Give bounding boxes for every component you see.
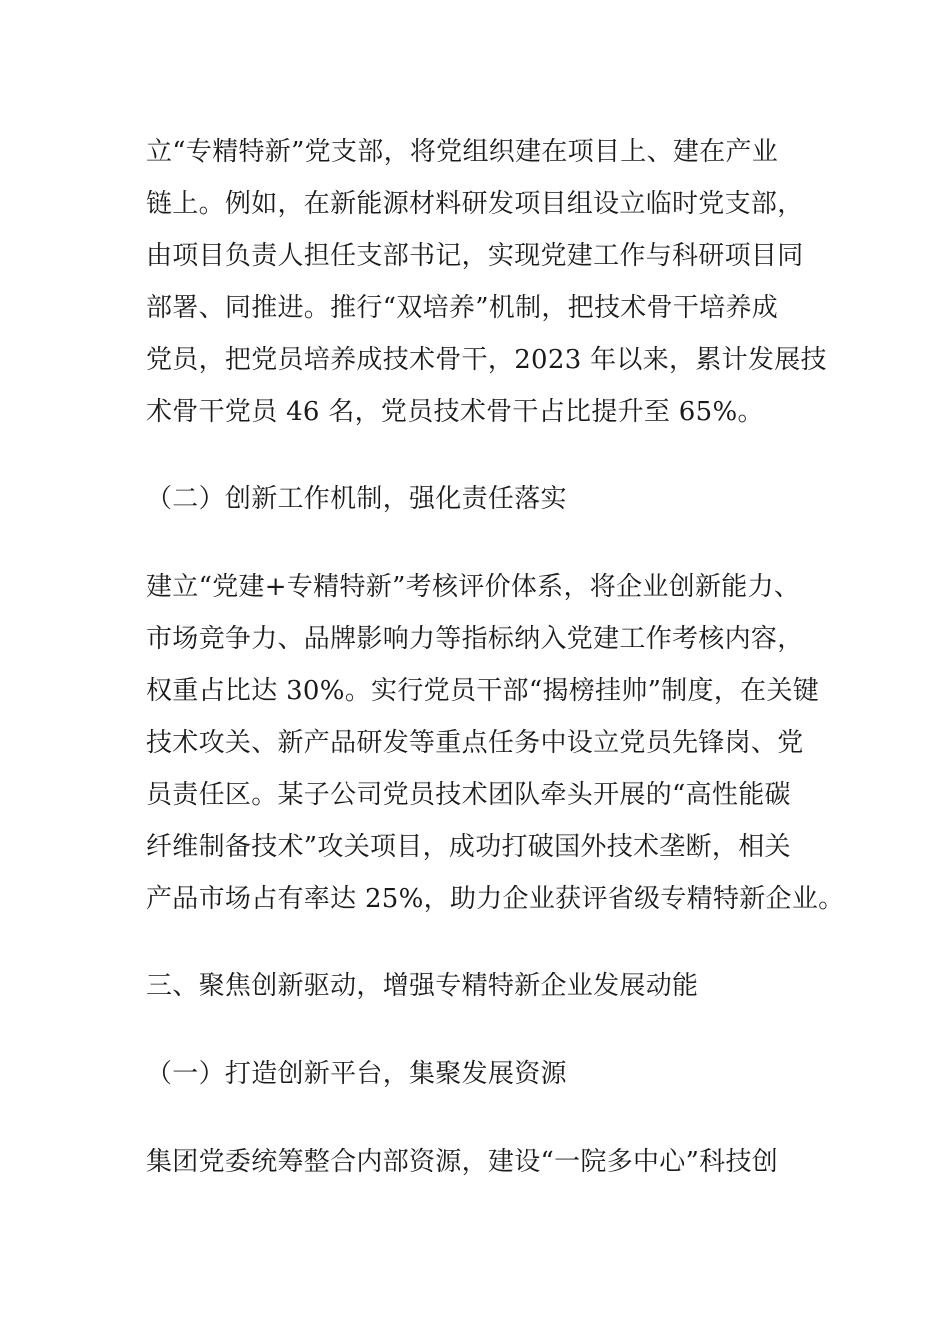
paragraph-line: 党员，把党员培养成技术骨干，2023 年以来，累计发展技 (146, 345, 827, 375)
paragraph-line: 建立“党建+专精特新”考核评价体系，将企业创新能力、 (146, 572, 801, 602)
paragraph-line: 技术攻关、新产品研发等重点任务中设立党员先锋岗、党 (146, 728, 804, 758)
section-heading: （一）打造创新平台，集聚发展资源 (146, 1059, 567, 1089)
paragraph-line: 由项目负责人担任支部书记，实现党建工作与科研项目同 (146, 241, 804, 271)
section-heading: （二）创新工作机制，强化责任落实 (146, 484, 567, 514)
paragraph-line: 权重占比达 30%。实行党员干部“揭榜挂帅”制度，在关键 (146, 676, 820, 706)
paragraph-line: 员责任区。某子公司党员技术团队牵头开展的“高性能碳 (146, 780, 791, 810)
paragraph-line: 立“专精特新”党支部，将党组织建在项目上、建在产业 (146, 137, 779, 167)
chapter-heading: 三、聚焦创新驱动，增强专精特新企业发展动能 (146, 971, 699, 1001)
paragraph-line: 部署、同推进。推行“双培养”机制，把技术骨干培养成 (146, 293, 779, 323)
paragraph-line: 纤维制备技术”攻关项目，成功打破国外技术垄断，相关 (146, 832, 791, 862)
paragraph-line: 术骨干党员 46 名，党员技术骨干占比提升至 65%。 (146, 397, 764, 427)
paragraph-line: 产品市场占有率达 25%，助力企业获评省级专精特新企业。 (146, 884, 845, 914)
paragraph-line: 链上。例如，在新能源材料研发项目组设立临时党支部， (146, 189, 804, 219)
paragraph-line: 市场竞争力、品牌影响力等指标纳入党建工作考核内容， (146, 624, 804, 654)
paragraph-line: 集团党委统筹整合内部资源，建设“一院多中心”科技创 (146, 1147, 779, 1177)
